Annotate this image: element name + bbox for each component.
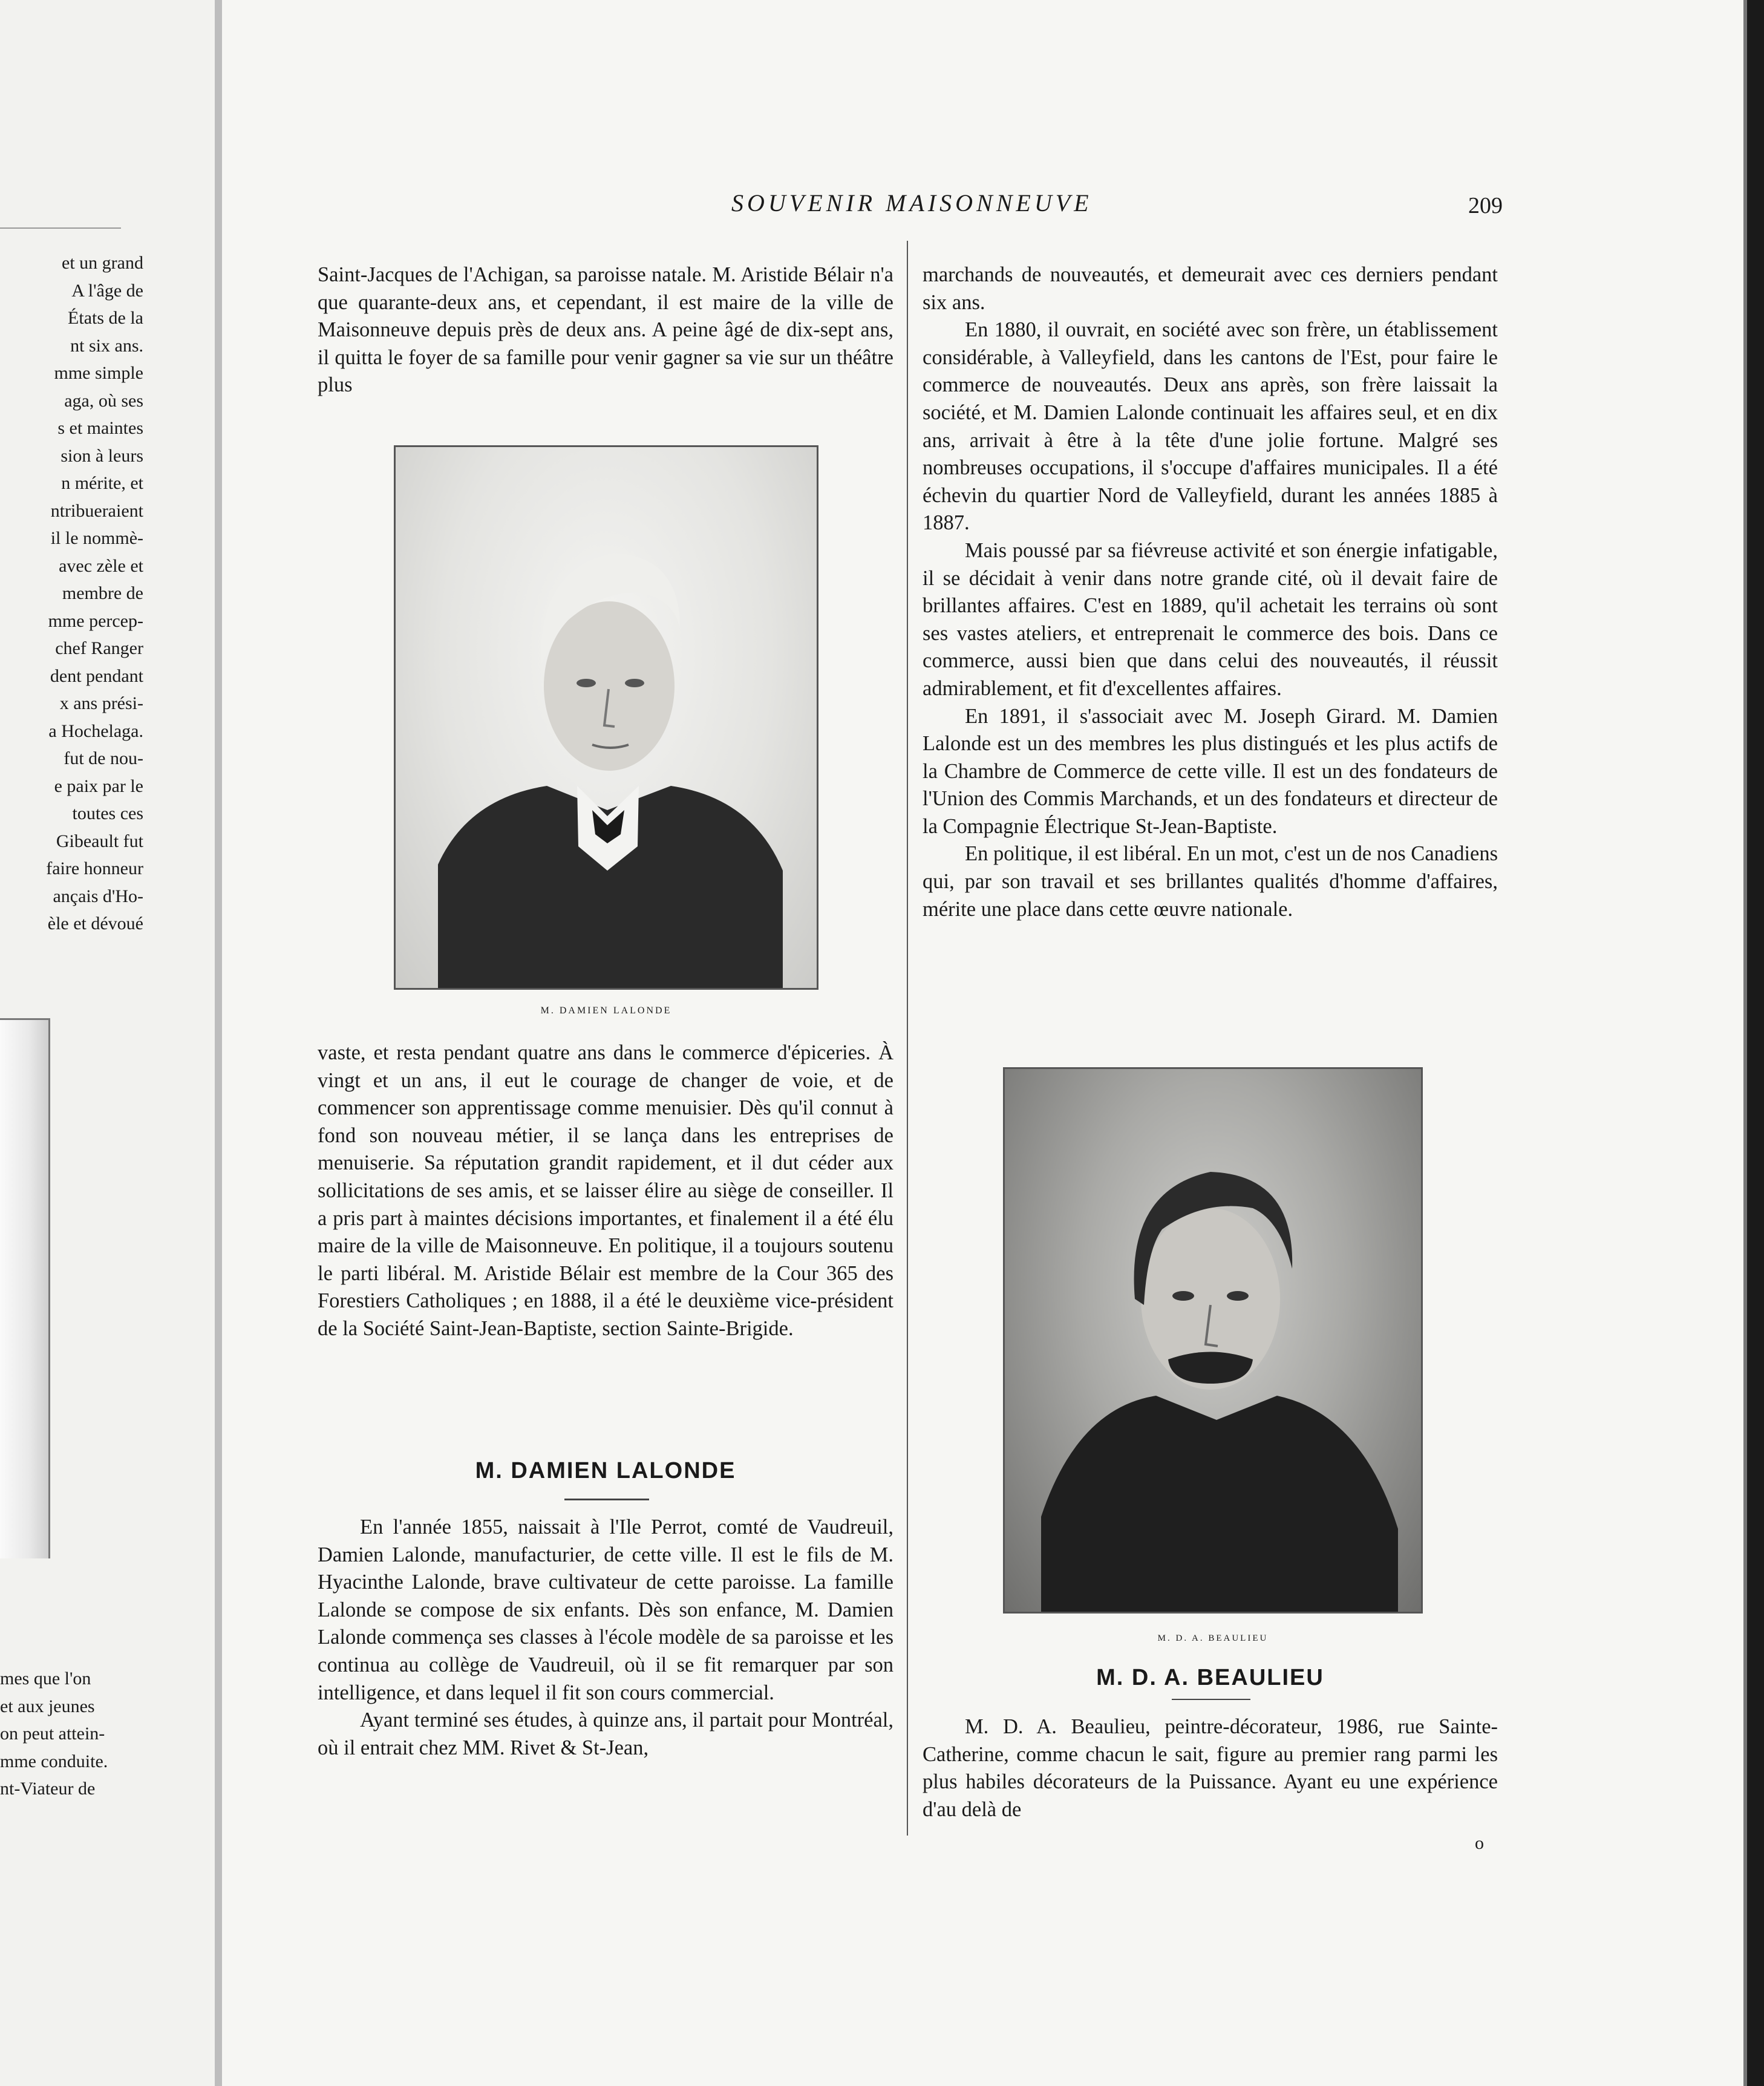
heading-rule [1172, 1699, 1250, 1700]
facing-page-line: membre de [62, 583, 143, 603]
main-page [222, 0, 1743, 2086]
facing-page-line: mme simple [54, 363, 143, 383]
facing-page-line: nt-Viateur de [0, 1779, 96, 1799]
facing-page-line: ntribueraient [50, 500, 143, 521]
facing-page-line: Gibeault fut [56, 831, 143, 851]
heading-rule [564, 1499, 649, 1500]
facing-page-line: fut de nou- [64, 748, 143, 768]
facing-page-line: x ans prési- [59, 693, 143, 713]
book-gutter [215, 0, 222, 2086]
right-column-top [923, 261, 1498, 923]
facing-page-line: faire honneur [46, 858, 143, 878]
paragraph: En 1880, il ouvrait, en société avec son frère, un établissement considérable, à Valleyfield, dans les cantons de l'Est, pour faire le commerce de nouveautés. Deux ans après, son frère laissait la société, et M. Damien Lalonde continuait les affaires seul, et en dix ans, arrivait à être à la tête d'une jolie fortune. Malgré ses nombreuses occupations, il s'occupe d'affaires municipales. Il a été échevin du quartier Nord de Valleyfield, durant les années 1885 à 1887. [923, 318, 1498, 535]
facing-page-rule [0, 227, 121, 229]
facing-page-line: n mérite, et [61, 473, 143, 493]
page-number: 209 [1468, 193, 1503, 218]
paragraph: M. D. A. Beaulieu, peintre-décorateur, 1986, rue Sainte-Catherine, comme chacun le sait, figure au premier rang parmi les plus habiles décorateurs de la Puissance. Ayant eu une expérience d'au delà de [923, 1715, 1498, 1821]
signature-mark: o [1475, 1833, 1484, 1853]
paragraph: marchands de nouveautés, et demeurait avec ces derniers pendant six ans. [923, 263, 1498, 314]
section-heading-beaulieu: M. D. A. BEAULIEU [1096, 1665, 1324, 1690]
facing-page-line: toutes ces [72, 803, 143, 823]
facing-page-line: on peut attein- [0, 1724, 105, 1744]
paragraph: Saint-Jacques de l'Achigan, sa paroisse natale. M. Aristide Bélair n'a que quarante-deux ans, et cependant, il est maire de la ville de Maisonneuve depuis près de deux ans. A peine âgé de dix-sept ans, il quitta le foyer de sa famille pour venir gagner sa vie sur un théâtre plus [318, 263, 893, 397]
portrait-damien-lalonde-figure [396, 447, 818, 990]
column-rule [907, 241, 908, 1836]
facing-page-line: États de la [68, 308, 143, 328]
paragraph: En politique, il est libéral. En un mot, c'est un de nos Canadiens qui, par son travail et ses brillantes qualités d'homme d'affaires, mérite une place dans cette œuvre nationale. [923, 842, 1498, 921]
facing-page-line: et un grand [62, 253, 143, 273]
facing-page-line: èle et dévoué [47, 914, 143, 933]
portrait-caption-lalonde: M. DAMIEN LALONDE [540, 1005, 672, 1016]
portrait-da-beaulieu [1003, 1067, 1423, 1614]
facing-page-line: chef Ranger [55, 638, 143, 658]
paragraph: vaste, et resta pendant quatre ans dans le commerce d'épiceries. À vingt et un ans, il eut le courage de changer de voie, et de commencer son apprentissage comme menuisier. Dès qu'il connut à fond son nouveau métier, il se lança dans les entreprises de menuiserie. Sa réputation grandit rapidement, et il dut céder aux sollicitations de ses amis, et se laisser élire au siège de conseiller. Il a pris part à maintes décisions importantes, et finalement il a été élu maire de la ville de Maisonneuve. En politique, il a toujours soutenu le parti libéral. M. Aristide Bélair est membre de la Cour 365 des Forestiers Catholiques ; en 1888, il a été le deuxième vice-président de la Société Saint-Jean-Baptiste, section Sainte-Brigide. [318, 1041, 893, 1340]
facing-page-photo-edge [0, 1018, 50, 1558]
facing-page-line: s et maintes [57, 418, 143, 438]
page-edge-strip [1743, 0, 1747, 2086]
facing-page-line: a Hochelaga. [48, 721, 143, 741]
facing-page [0, 0, 215, 2086]
portrait-da-beaulieu-figure [1005, 1069, 1423, 1614]
portrait-caption-beaulieu: M. D. A. BEAULIEU [1157, 1633, 1269, 1643]
facing-page-line: e paix par le [54, 776, 143, 796]
paragraph: Mais poussé par sa fiévreuse activité et son énergie infatigable, il se décidait à venir dans notre grande cité, où il devait faire de brillantes affaires. C'est en 1889, qu'il achetait les terrains où sont ses vastes ateliers, et entreprenait le commerce des bois. Dans ce commerce, aussi bien que dans celui des nouveautés, il réussit admirablement, et fit d'excellentes affaires. [923, 538, 1498, 700]
paragraph: En 1891, il s'associait avec M. Joseph Girard. M. Damien Lalonde est un des membres les plus distingués et les plus actifs de la Chambre de Commerce de cette ville. Il est un des fondateurs de l'Union des Commis Marchands, et un des fondateurs et directeur de la Compagnie Électrique St-Jean-Baptiste. [923, 704, 1498, 838]
paragraph: Ayant terminé ses études, à quinze ans, il partait pour Montréal, où il entrait chez MM. Rivet & St-Jean, [318, 1708, 893, 1759]
facing-page-line: mme percep- [48, 610, 143, 631]
running-title: SOUVENIR MAISONNEUVE [731, 189, 1093, 217]
facing-page-line: ançais d'Ho- [53, 886, 143, 906]
scan-right-edge [1743, 0, 1764, 2086]
facing-page-line: et aux jeunes [0, 1696, 95, 1716]
paragraph: En l'année 1855, naissait à l'Ile Perrot, comté de Vaudreuil, Damien Lalonde, manufacturier, de cette ville. Il est le fils de M. Hyacinthe Lalonde, brave cultivateur de cette paroisse. La famille Lalonde se compose de six enfants. Dès son enfance, M. Damien Lalonde commença ses classes à l'école modèle de sa paroisse et les continua au collège de Vaudreuil, où il se fit remarquer par son intelligence, et dans lequel il fit son cours commercial. [318, 1515, 893, 1704]
portrait-damien-lalonde [394, 445, 818, 990]
facing-page-line: aga, où ses [64, 390, 143, 411]
left-column-section [318, 1514, 893, 1762]
facing-page-line: il le nommè- [50, 528, 143, 548]
facing-page-line: mme conduite. [0, 1751, 108, 1771]
section-heading-lalonde: M. DAMIEN LALONDE [475, 1458, 736, 1483]
left-column-continuation [318, 1039, 893, 1343]
facing-page-line: mes que l'on [0, 1669, 91, 1689]
facing-page-line: A l'âge de [71, 280, 143, 301]
facing-page-line: dent pendant [50, 665, 143, 686]
right-column-section [923, 1713, 1498, 1823]
left-column-top [318, 261, 893, 399]
facing-page-line: sion à leurs [60, 445, 143, 466]
facing-page-line: nt six ans. [70, 335, 143, 356]
facing-page-line: avec zèle et [59, 555, 143, 576]
